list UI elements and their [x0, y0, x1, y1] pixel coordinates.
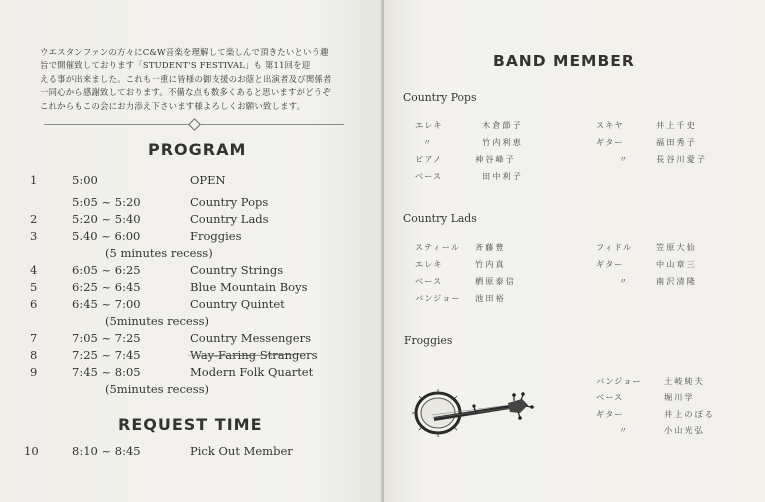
program-number: 7	[30, 331, 38, 345]
program-time: 6:45 ~ 7:00	[72, 297, 141, 311]
program-number: 6	[30, 297, 38, 311]
member-instrument: バンジョー	[415, 293, 461, 303]
member-name: 栖原泰信	[475, 276, 516, 286]
program-time: 5:00	[72, 173, 98, 187]
diamond-ornament-icon	[188, 118, 201, 131]
program-heading: PROGRAM	[148, 140, 247, 159]
band-member-heading: BAND MEMBER	[493, 52, 635, 70]
member-instrument: バンジョー	[596, 376, 642, 386]
program-time: 7:05 ~ 7:25	[72, 331, 141, 345]
member-name: 長谷川愛子	[656, 154, 707, 164]
member-name: 井上のぼる	[664, 409, 715, 419]
intro-line: ウエスタンファンの方々にC&W音楽を理解して楽しんで頂きたいという趣	[40, 47, 329, 57]
recess-label: (5minutes recess)	[105, 314, 210, 328]
recess-label: (5 minutes recess)	[105, 246, 213, 260]
member-instrument: スキヤ	[596, 120, 624, 130]
member-name: 小山光弘	[664, 425, 705, 435]
member-instrument: 〃	[619, 425, 629, 435]
program-act: Pick Out Member	[190, 444, 293, 458]
member-name: 福田秀子	[656, 137, 697, 147]
program-time: 7:25 ~ 7:45	[72, 348, 141, 362]
member-name: 堀川学	[664, 392, 695, 402]
band-name: Froggies	[404, 334, 453, 347]
member-instrument: 〃	[619, 154, 629, 164]
banjo-illustration-icon	[410, 385, 540, 440]
program-number: 8	[30, 348, 38, 362]
program-act: Country Messengers	[190, 331, 311, 345]
member-name: 井上千史	[656, 120, 697, 130]
program-time: 5:20 ~ 5:40	[72, 212, 141, 226]
program-number: 5	[30, 280, 38, 294]
member-instrument: 〃	[619, 276, 629, 286]
program-act: Modern Folk Quartet	[190, 365, 314, 379]
member-instrument: ギター	[596, 137, 624, 147]
program-time: 6:25 ~ 6:45	[72, 280, 141, 294]
program-act: Country Lads	[190, 212, 269, 226]
member-instrument: フィドル	[596, 242, 633, 252]
intro-line: 一同心から感謝致しております。不備な点も数多くあると思いますがどうぞ	[40, 87, 331, 98]
request-time-heading: REQUEST TIME	[118, 415, 263, 434]
member-instrument: ギター	[596, 409, 624, 419]
program-act: Country Quintet	[190, 297, 285, 311]
program-act: Country Pops	[190, 195, 269, 209]
program-number: 9	[30, 365, 38, 379]
recess-label: (5minutes recess)	[105, 382, 210, 396]
band-name: Country Lads	[403, 212, 477, 225]
member-name: 土岐純夫	[664, 376, 705, 386]
program-act: OPEN	[190, 173, 226, 187]
member-name: 池田裕	[475, 293, 506, 303]
program-act: Blue Mountain Boys	[190, 280, 308, 294]
member-name: 田中利子	[482, 171, 523, 181]
program-time: 7:45 ~ 8:05	[72, 365, 141, 379]
member-name: 竹内真	[475, 259, 506, 269]
program-time: 5:05 ~ 5:20	[72, 195, 141, 209]
member-name: 中山章三	[656, 259, 697, 269]
member-instrument: ベース	[415, 276, 443, 286]
member-instrument: ピアノ	[415, 154, 442, 164]
member-instrument: 〃	[423, 137, 433, 147]
member-name: 木倉節子	[482, 120, 523, 130]
program-time: 5.40 ~ 6:00	[72, 229, 141, 243]
program-time: 6:05 ~ 6:25	[72, 263, 141, 277]
member-name: 斉藤豊	[475, 242, 506, 252]
member-instrument: ベース	[415, 171, 443, 181]
program-act: Country Strings	[190, 263, 284, 277]
band-name: Country Pops	[403, 91, 477, 104]
intro-line: これからもこの会にお力添え下さいます様よろしくお願い致します。	[40, 100, 306, 111]
member-name: 竹内利恵	[482, 137, 523, 147]
program-number: 3	[30, 229, 38, 243]
program-time: 8:10 ~ 8:45	[72, 444, 141, 458]
member-instrument: スティール	[415, 242, 460, 252]
member-name: 南沢清隆	[656, 276, 697, 286]
left-page	[0, 0, 382, 502]
member-instrument: ギター	[596, 259, 624, 269]
member-name: 神谷峰子	[475, 154, 516, 164]
intro-line: える事が出来ました。これも一重に皆様の御支援のお蔭と出演者及び関係者	[40, 73, 332, 84]
program-number: 2	[30, 212, 38, 226]
member-instrument: ベース	[596, 392, 624, 402]
intro-line: 旨で開催致しております「STUDENT'S FESTIVAL」も 第11回を迎	[40, 60, 311, 71]
member-instrument: エレキ	[415, 259, 443, 269]
program-number: 10	[24, 444, 39, 458]
program-number: 1	[30, 173, 38, 187]
program-number: 4	[30, 263, 38, 277]
member-instrument: エレキ	[415, 120, 443, 130]
program-act: Way-Faring Strangers	[190, 348, 318, 362]
member-name: 笠原大仙	[656, 242, 697, 252]
program-act: Froggies	[190, 229, 242, 243]
intro-paragraph	[40, 46, 360, 113]
